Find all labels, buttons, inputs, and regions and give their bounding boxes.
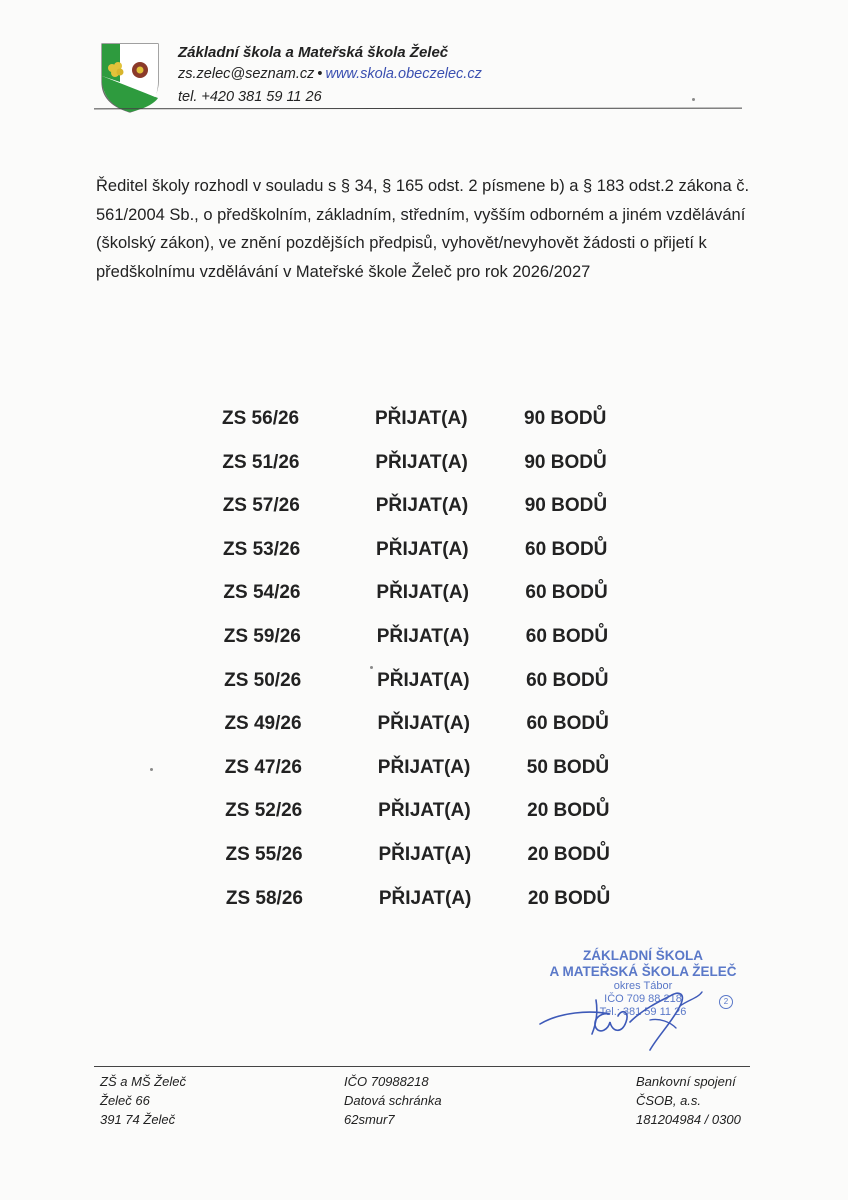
admission-status: PŘIJAT(A) (375, 495, 469, 517)
footer-id-line: IČO 70988218 (344, 1074, 429, 1089)
website-link[interactable]: www.skola.obeczelec.cz (325, 66, 482, 82)
result-row (226, 844, 646, 872)
application-code: ZS 52/26 (225, 800, 303, 822)
scan-speck (150, 768, 153, 771)
footer-ids (344, 1072, 442, 1129)
points-score: 90 BODŮ (524, 495, 608, 517)
admission-status: PŘIJAT(A) (377, 669, 470, 691)
application-code: ZS 55/26 (225, 844, 303, 865)
admission-status: PŘIJAT(A) (376, 538, 469, 560)
phone-number: tel. +420 381 59 11 26 (178, 89, 322, 105)
admission-status: PŘIJAT(A) (376, 626, 470, 647)
stamp-line-1: ZÁKLADNÍ ŠKOLA (583, 948, 703, 963)
header-divider (94, 108, 742, 110)
stamp-line-5: Tel.: 381 59 11 26 (599, 1006, 687, 1018)
application-code: ZS 57/26 (222, 495, 300, 517)
footer-divider (94, 1066, 750, 1067)
application-code: ZS 58/26 (225, 887, 303, 909)
footer-address (100, 1072, 186, 1129)
points-score: 20 BODŮ (527, 844, 610, 865)
admission-status: PŘIJAT(A) (376, 582, 469, 604)
footer-bank-line: 181204984 / 0300 (636, 1112, 741, 1127)
decision-paragraph: Ředitel školy rozhodl v souladu s § 34, § 165 odst. 2 písmene b) a § 183 odst.2 zákona č. 561/2004 Sb., o předškolním, základním, středním, vyšším odborném a jiném vzdělávání (školský zákon), ve znění pozdějších předpisů, vyhovět/nevyhovět žádosti o přijetí k předškolnímu vzdělávání v Mateřské škole Želeč pro rok 2026/2027 (96, 177, 750, 281)
result-row (225, 757, 645, 785)
points-score: 50 BODŮ (526, 756, 610, 778)
result-row (223, 539, 643, 567)
stamp-line-2: A MATEŘSKÁ ŠKOLA ŽELEČ (549, 964, 737, 979)
admission-status: PŘIJAT(A) (375, 451, 468, 473)
admission-status: PŘIJAT(A) (375, 408, 468, 429)
stamp-line-3: okres Tábor (613, 980, 673, 992)
footer-id-line: 62smur7 (344, 1112, 395, 1127)
coat-of-arms-icon (98, 42, 162, 114)
result-row (223, 582, 643, 610)
result-row (226, 888, 646, 916)
scan-speck (692, 98, 695, 101)
stamp-line-4: IČO 709 88 218 (604, 993, 682, 1005)
result-row (224, 670, 644, 698)
application-code: ZS 56/26 (222, 408, 300, 429)
points-score: 90 BODŮ (524, 451, 607, 473)
bullet-separator: • (317, 66, 323, 82)
result-row (223, 495, 643, 523)
signature-icon (530, 982, 730, 1054)
application-code: ZS 49/26 (224, 713, 302, 735)
school-name: Základní škola a Mateřská škola Želeč (178, 44, 449, 61)
contact-line (178, 66, 482, 82)
footer-address-line: 391 74 Želeč (100, 1112, 176, 1127)
footer-bank-line: ČSOB, a.s. (636, 1093, 702, 1108)
points-score: 60 BODŮ (525, 582, 608, 604)
result-row (222, 452, 642, 480)
application-code: ZS 50/26 (224, 669, 302, 691)
points-score: 90 BODŮ (524, 408, 607, 429)
application-code: ZS 47/26 (224, 756, 302, 778)
application-code: ZS 51/26 (222, 451, 300, 473)
admission-status: PŘIJAT(A) (378, 887, 472, 909)
result-row (224, 713, 644, 741)
footer-address-line: Želeč 66 (100, 1093, 150, 1108)
application-code: ZS 54/26 (223, 582, 301, 604)
email-link[interactable]: zs.zelec@seznam.cz (178, 66, 315, 82)
admission-status: PŘIJAT(A) (377, 713, 470, 735)
points-score: 20 BODŮ (527, 887, 611, 909)
footer-address-line: ZŠ a MŠ Želeč (100, 1074, 186, 1089)
points-score: 20 BODŮ (527, 800, 610, 822)
result-row (224, 626, 644, 654)
stamp-number-badge: 2 (719, 995, 733, 1009)
footer-bank-line: Bankovní spojení (636, 1074, 736, 1089)
result-row (225, 800, 645, 828)
application-code: ZS 53/26 (223, 538, 301, 560)
application-code: ZS 59/26 (223, 626, 301, 647)
points-score: 60 BODŮ (525, 538, 608, 560)
scan-speck (370, 666, 373, 669)
result-row (222, 408, 642, 436)
footer-bank (636, 1072, 741, 1129)
admission-status: PŘIJAT(A) (377, 756, 471, 778)
admission-status: PŘIJAT(A) (378, 800, 471, 822)
footer-id-line: Datová schránka (344, 1093, 442, 1108)
points-score: 60 BODŮ (526, 713, 609, 735)
points-score: 60 BODŮ (526, 669, 609, 691)
admission-status: PŘIJAT(A) (378, 844, 472, 865)
points-score: 60 BODŮ (525, 626, 609, 647)
